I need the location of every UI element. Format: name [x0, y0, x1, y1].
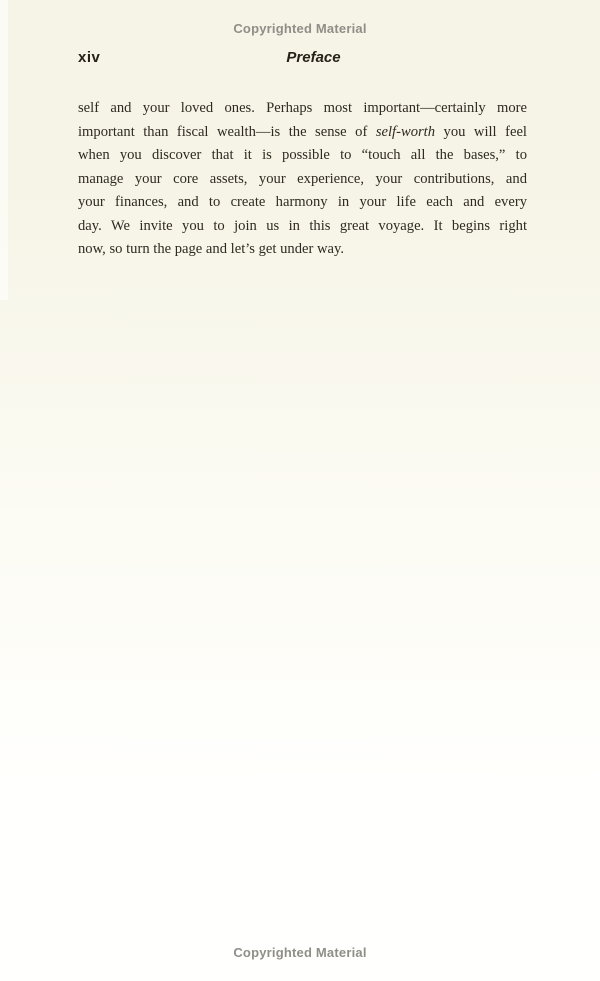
copyright-watermark-bottom: Copyrighted Material	[233, 945, 367, 960]
text-segment: manage your core assets, your experience, your contributions, and	[78, 170, 527, 187]
section-title: Preface	[286, 49, 341, 66]
text-line	[78, 238, 527, 262]
preface-paragraph	[78, 97, 527, 262]
text-segment: when you discover that it is possible to “touch all the bases,” to	[78, 147, 527, 163]
text-segment: self and your loved ones. Perhaps most important—certainly more	[78, 100, 527, 116]
page-number: xiv	[78, 49, 101, 66]
text-segment: now, so turn the page and let’s get under way.	[78, 241, 344, 257]
text-segment: day. We invite you to join us in this great voyage. It begins right	[78, 217, 527, 234]
text-segment: important than fiscal wealth—is the sense of	[78, 123, 376, 140]
text-line	[78, 168, 527, 192]
text-line	[78, 215, 527, 239]
text-segment: you will feel	[435, 123, 527, 140]
text-line	[78, 191, 527, 215]
text-line	[78, 121, 527, 145]
text-line	[78, 144, 527, 168]
text-line	[78, 97, 527, 121]
text-segment: your finances, and to create harmony in your life each and every	[78, 194, 527, 210]
italic-text-segment: self-worth	[375, 123, 436, 140]
copyright-watermark-top: Copyrighted Material	[233, 21, 367, 36]
page-header	[78, 49, 527, 69]
